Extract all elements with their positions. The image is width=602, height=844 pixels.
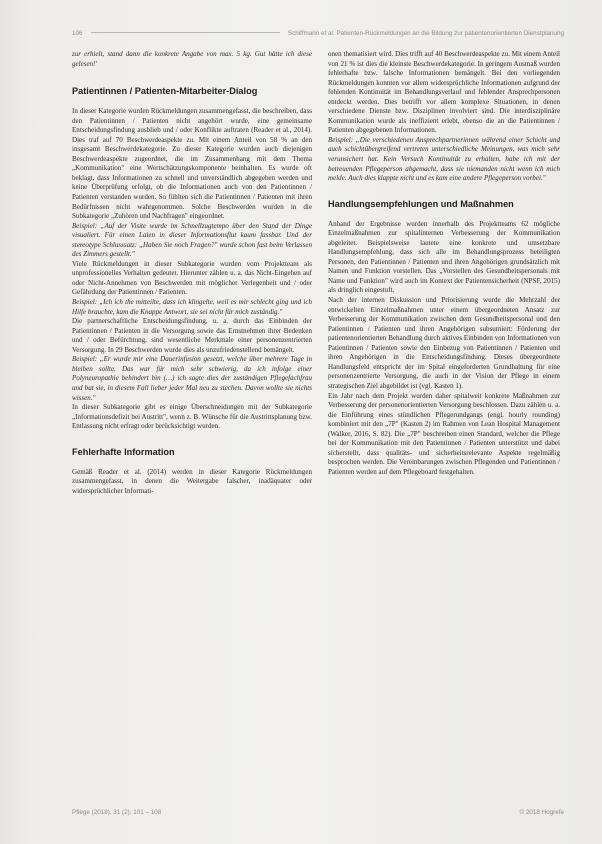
paragraph: Gemäß Reader et al. (2014) werden in dieser Kategorie Rückmeldungen zusammengefasst, in denen die Weitergabe falscher, inadäquater oder widersprüchlicher Informati- [72, 467, 312, 495]
running-head [72, 30, 564, 37]
journal-citation: Pflege (2018), 31 (2), 101 – 108 [72, 809, 162, 816]
right-column [328, 50, 560, 477]
paragraph: Ein Jahr nach dem Projekt wurden daher spitalweit konkrete Maßnahmen zur Verbesserung der personenorientierten Versorgung beschlossen. Dazu zählen u. a. die Einführung eines stündlichen Pflegerundgangs (engl. hourly rounding) kombiniert mit den „7P" (Kasten 2) im Rahmen von Lean Hospital Management (Walker, 2016, S. 82). Die „7P" beschreiben einen Standard, welcher die Pflege bei der Kommunikation mit den Patientinnen / Patienten unterstützt und dabei sicherstellt, dass qualitäts- und sicherheitsrelevante Aspekte regelmäßig besprochen werden. Die Vereinbarungen zwischen Pflegenden und Patientinnen / Patienten werden auf dem Pflegeboard festgehalten. [328, 391, 560, 476]
copyright: © 2018 Hogrefe [519, 809, 564, 816]
left-column [72, 50, 312, 496]
paragraph: In dieser Kategorie wurden Rückmeldungen zusammengefasst, die beschreiben, dass den Patientinnen / Patienten nicht angehört wurde, eine gemeinsame Entscheidungsfindung ausblieb und / oder Konflikte auftraten (Reader et al., 2014). Dies traf auf 70 Beschwerdeaspekte zu. Mit einem Anteil von 58 % an den insgesamt Beschwerdekategorie. Zu dieser Kategorie wurden auch diejenigen Beschwerdeaspekte zugeordnet, die im Zusammenhang mit dem Thema „Kommunikation" eine Wertschätzungskomponente beinhalten. Es wurde oft beklagt, dass Informationen zu schnell und unverständlich abgegeben werden und keine Überprüfung erfolgt, ob die Informationen auch von den Patientinnen / Patienten verstanden wurden. So fühlten sich die Patientinnen / Patienten mit ihren Bedürfnissen nicht wahrgenommen. Solche Beschwerden wurden in die Subkategorie „Zuhören und Nachfragen" eingeordnet. [72, 107, 312, 221]
section-heading-misinformation: Fehlerhafte Information [72, 446, 175, 457]
example-quote: Beispiel: „Er wurde mir eine Dauerinfusion gesetzt, welche über mehrere Tage in bleiben sollte. Das war für mich sehr schwierig, da ich infolge einer Polyneuropathie behindert bin (…) ich sagte dies der zuständigen Pflegefachfrau und bat sie, in diesem Fall lieber jeder Mal neu zu stechen. Davon wollte sie nichts wissen." [72, 355, 312, 402]
paragraph: In dieser Subkategorie gibt es einige Überschneidungen mit der Subkategorie „Informationsdefizit bei Austritt", wenn z. B. Wünsche für die Austrittsplanung bzw. Entlassung nicht erfragt oder berücksichtigt wurden. [72, 403, 312, 431]
example-quote: Beispiel: „Auf der Visite wurde im Schnellzugtempo über den Stand der Dinge visualiert. Für einen Laien in dieser Informationsflut kaum fassbar. Und der stereotype Schlusssatz: „Haben Sie noch Fragen?" wurde schon fast beim Verlassen des Zimmers gestellt." [72, 221, 312, 259]
section-heading-dialog: Patientinnen / Patienten-Mitarbeiter-Dialog [72, 86, 258, 97]
page-footer [72, 809, 564, 816]
example-quote: Beispiel: „Ich ich the mitteilte, dass ich klingelte, weil es mir schlecht ging und ich Hilfe brauchte, kam die Knappe Antwort, sie sei nicht für mich zuständig." [72, 298, 312, 316]
paragraph: Die partnerschaftliche Entscheidungsfindung, u. a. durch das Einbinden der Patientinnen / Patienten in die Versorgung sowie das Ernstnehmen ihrer Bedenken und / oder Befürchtung, sind wesentliche Merkmale einer personenzentrierten Versorgung. In 29 Beschwerden wurde dies als unzufriedenstellend bemängelt. [72, 317, 312, 354]
section-heading-recommendations: Handlungsempfehlungen und Maßnahmen [328, 198, 514, 209]
paragraph: onen thematisiert wird. Dies trifft auf 40 Beschwerdeaspekte zu. Mit einem Anteil von 21 % ist dies die kleinste Beschwerdekategorie. In geringem Ausmaß wurden fehlerhafte bzw. falsche Informationen bemängelt. Bei den vorliegenden Rückmeldungen konnten vor allem widersprüchliche Informationen aufgrund der fehlenden Kontinuität im Behandlungsverlauf und fehlender Ansprechpersonen entdeckt werden. Dies betrifft vor allem komplexe Situationen, in denen verschiedene Dienste bzw. Disziplinen involviert sind. Die interdisziplinäre Kommunikation wurde als ineffizient erlebt, ebenso die an die Patientinnen / Patienten abgegebenen Informationen. [328, 50, 560, 135]
intro-quote: zur erhielt, stand dann die konkrete Angabe von max. 5 kg. Gut hätte ich diese gelesen!' [72, 50, 312, 68]
example-quote: Beispiel: „Die verschiedenen Ansprechpartnerinnen während einer Schicht und auch schichtübergreifend vertreten unterschiedliche Meinungen, was mich sehr verunsichert hat. Kein Versuch Kontinuität zu erhalten, habe ich mit der betreuenden Pflegeperson abgemacht, dass sie niemanden nicht wenn ich mich melde. Auch dies klappte nicht und es kam eine andere Pflegeperson vorbei." [328, 135, 560, 183]
paragraph: Nach der internen Diskussion und Priorisierung wurde die Mehrzahl der entwickelten Einzelmaßnahmen unter einem übergeordneten Ansatz zur Verbesserung der Kommunikation zwischen dem Gesundheitspersonal und den Patientinnen / Patienten und ihren Angehörigen subsumiert: Förderung der patientenorientierten Behandlung durch aktives Einbinden von Informationen von Patientinnen / Patienten sowie den Einbezug von Patientinnen / Patienten und ihren Angehörigen in die Entscheidungsfindung. Dieses übergeordnete Handlungsfeld entspricht der im Spital eingeforderten Grundhaltung für eine personenzentrierte Versorgung, die auch in der Vision der Pflege in einem strategischen Ziel abgebildet ist (vgl. Kasten 1). [328, 296, 560, 390]
running-title: Schiffmann et al. Patienten-Rückmeldungen an die Bildung zur patientenorientierten Dienstplanung [287, 30, 564, 37]
page-number: 106 [72, 30, 83, 37]
header-rule [91, 32, 280, 33]
paragraph: Viele Rückmeldungen in dieser Subkategorie wurden vom Projektteam als unprofessionelles Verhalten gedeutet. Hierunter zählen u. a. das Nicht-Eingehen auf oder Nicht-Annehmen von Beschwerden mit möglicher Verlegenheit und / oder Gefährdung der Patientinnen / Patienten. [72, 259, 312, 297]
paragraph: Anhand der Ergebnisse wurden innerhalb des Projektteams 62 mögliche Einzelmaßnahmen zur spitalinternen Verbesserung der Kommunikation abgeleitet. Beispielsweise lautete eine konkrete und umsetzbare Handlungsempfehlung, dass sich alle im Behandlungsprozess beteiligten Personen, den Patientinnen / Patienten und ihren Angehörigen grundsätzlich mit Namen und Funktion vorstellen. Das „Vorstellen des Gesundheitspersonals mit Name und Funktion" wird auch im Kontext der Patientensicherheit (NPSF, 2015) als dringlich eingestuft. [328, 219, 560, 295]
